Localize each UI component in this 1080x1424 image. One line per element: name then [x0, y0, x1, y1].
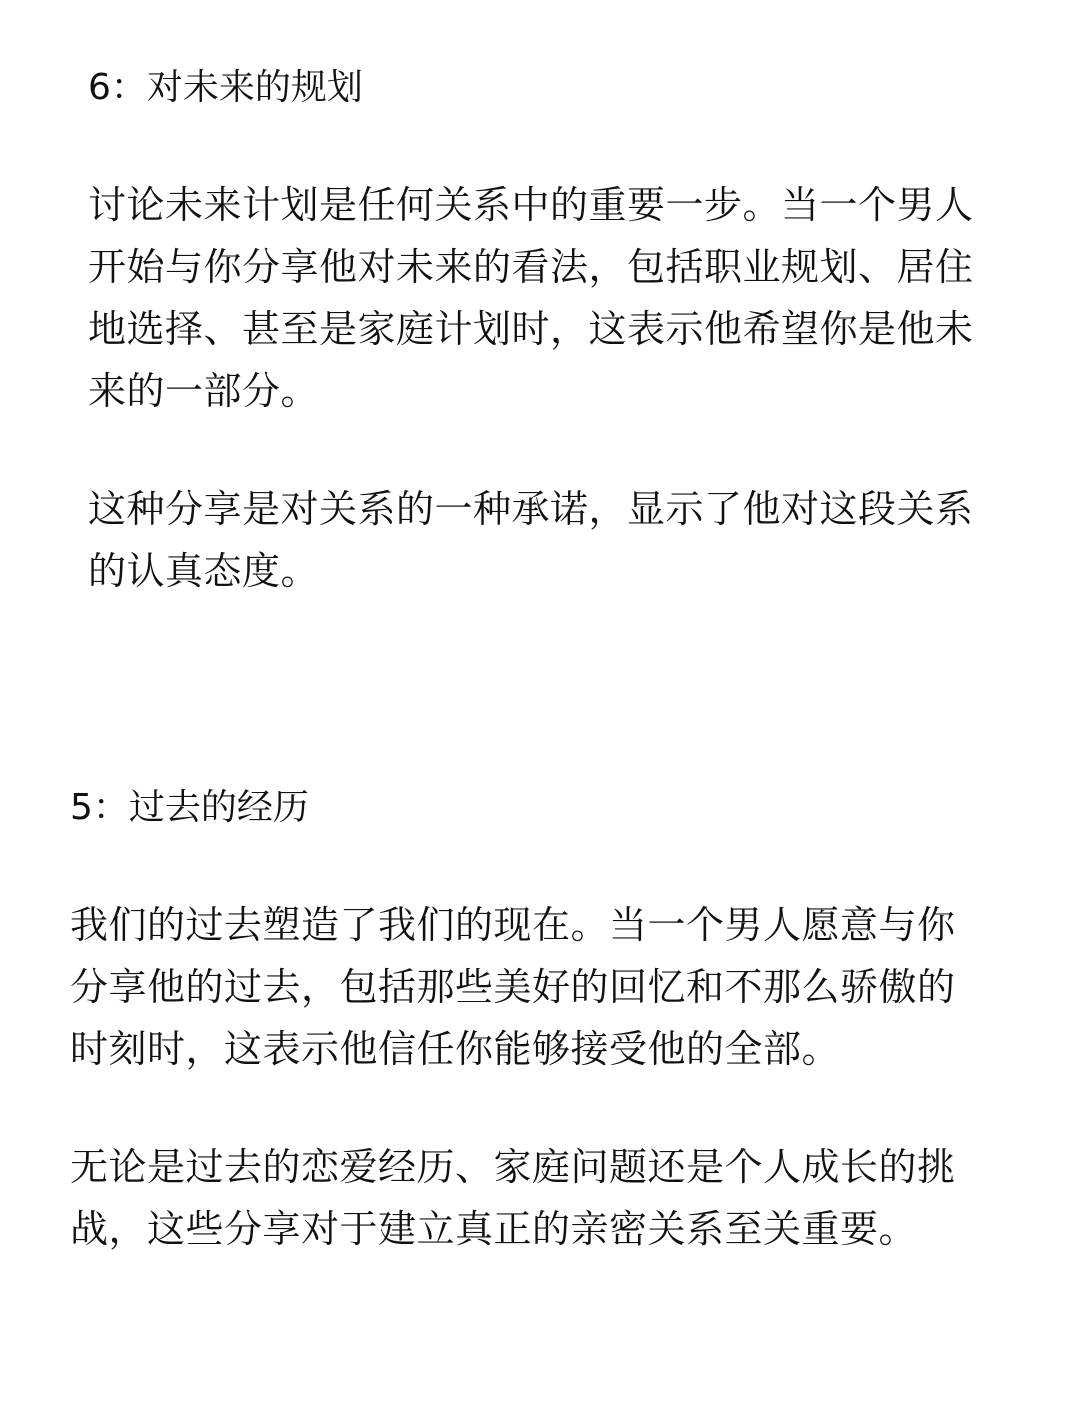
text-line: 战，这些分享对于建立真正的亲密关系至关重要。 [70, 1207, 918, 1251]
text-line: 讨论未来计划是任何关系中的重要一步。当一个男人 [88, 183, 974, 227]
paragraph [88, 174, 974, 422]
paragraph [70, 1136, 956, 1260]
section-heading: 6：对未来的规划 [88, 67, 363, 108]
paragraph [70, 894, 956, 1080]
text-line: 无论是过去的恋爱经历、家庭问题还是个人成长的挑 [70, 1145, 956, 1189]
text-line: 时刻时，这表示他信任你能够接受他的全部。 [70, 1027, 841, 1071]
text-line: 这种分享是对关系的一种承诺，显示了他对这段关系 [88, 487, 974, 531]
section-heading: 5：过去的经历 [70, 787, 309, 828]
text-line: 地选择、甚至是家庭计划时，这表示他希望你是他未 [88, 307, 974, 351]
text-line: 来的一部分。 [88, 369, 320, 413]
text-line: 我们的过去塑造了我们的现在。当一个男人愿意与你 [70, 903, 956, 947]
text-line: 分享他的过去，包括那些美好的回忆和不那么骄傲的 [70, 965, 956, 1009]
text-line: 的认真态度。 [88, 549, 320, 593]
text-line: 开始与你分享他对未来的看法，包括职业规划、居住 [88, 245, 974, 289]
paragraph [88, 478, 974, 602]
